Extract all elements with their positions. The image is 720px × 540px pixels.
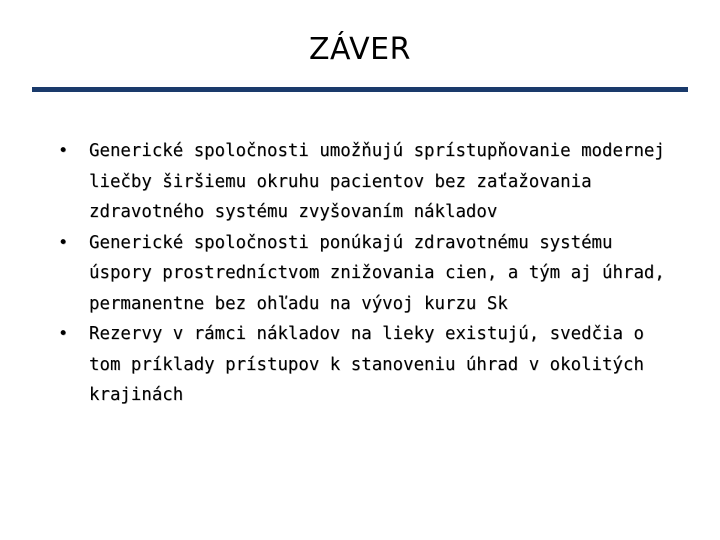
title-divider [32,87,688,92]
bullet-text: Generické spoločnosti umožňujú sprístupňovanie modernej liečby širšiemu okruhu pacientov bez zaťažovania zdravotného systému zvyšovaním nákladov [89,141,665,222]
bullet-dot-icon: • [58,324,69,344]
bullet-text: Generické spoločnosti ponúkajú zdravotnému systému úspory prostredníctvom znižovania cien, a tým aj úhrad, permanentne bez ohľadu na vývoj kurzu Sk [89,232,665,314]
bullet-list [58,136,678,411]
bullet-dot-icon: • [58,232,69,253]
bullet-text: Rezervy v rámci nákladov na lieky existujú, svedčia o tom príklady prístupov k stanoveniu úhrad v okolitých krajinách [89,324,644,405]
bullet-item [58,228,678,320]
bullet-dot-icon: • [58,141,69,161]
bullet-item [58,319,678,411]
bullet-item [58,136,678,228]
slide-title: ZÁVER [309,32,411,67]
